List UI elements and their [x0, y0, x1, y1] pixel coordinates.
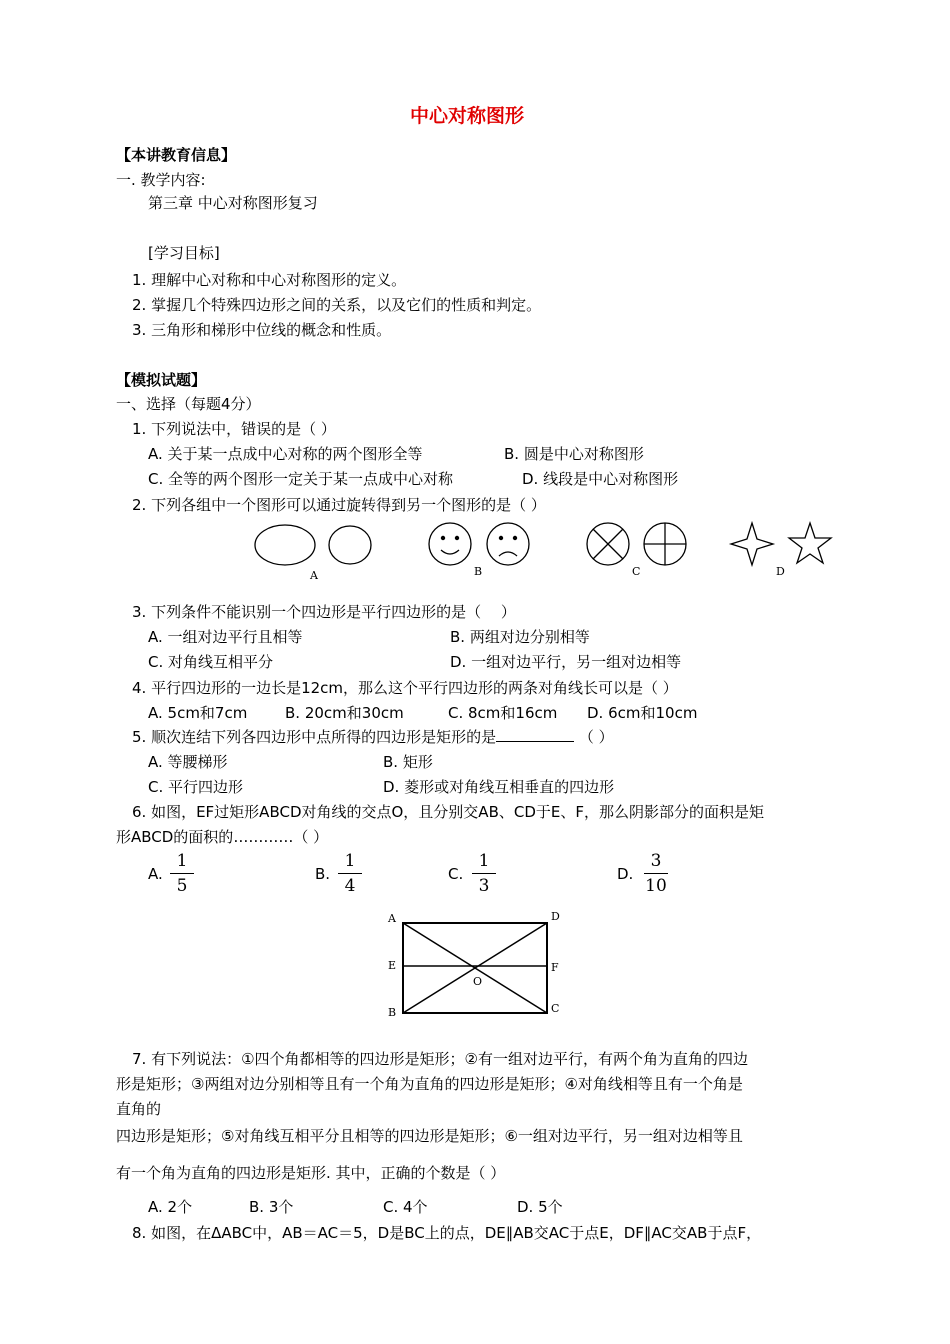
question-7-line2: 形是矩形；③两组对边分别相等且有一个角为直角的四边形是矩形；④对角线相等且有一个角是 [116, 1075, 743, 1093]
denominator: 10 [645, 876, 667, 896]
q3-option-a: A. 一组对边平行且相等 [148, 628, 303, 646]
question-7-line1: 7. 有下列说法：①四个角都相等的四边形是矩形；②有一组对边平行，有两个角为直角的四边 [132, 1050, 748, 1068]
question-7-line5: 有一个角为直角的四边形是矩形. 其中，正确的个数是（ ） [116, 1164, 506, 1182]
question-2-stem: 2. 下列各组中一个图形可以通过旋转得到另一个图形的是（ ） [132, 496, 546, 514]
content-label: 一. 教学内容: [116, 171, 206, 189]
question-8-line1: 8. 如图，在ΔABC中，AB＝AC＝5，D是BC上的点，DE∥AB交AC于点E，DF∥AC交AB于点F， [132, 1224, 762, 1242]
q7-option-b: B. 3个 [249, 1198, 294, 1216]
label-d: D [551, 910, 560, 923]
q7-option-d: D. 5个 [517, 1198, 563, 1216]
q2-figure-a [255, 525, 371, 582]
info-header: 【本讲教育信息】 [116, 146, 237, 164]
denominator: 4 [344, 876, 356, 896]
goal-item: 2. 掌握几个特殊四边形之间的关系，以及它们的性质和判定。 [132, 296, 542, 314]
q1-option-d: D. 线段是中心对称图形 [522, 470, 679, 488]
numerator: 1 [478, 851, 490, 871]
question-3-stem: 3. 下列条件不能识别一个四边形是平行四边形的是（ ） [132, 603, 516, 621]
label-a: A [388, 912, 396, 925]
numerator: 3 [650, 851, 662, 871]
ellipse-shape [255, 525, 315, 565]
q2-label-d: D [776, 565, 785, 578]
five-point-star-icon [789, 523, 831, 563]
question-7-line3: 直角的 [116, 1100, 162, 1118]
q6-option-b-fraction [330, 851, 370, 896]
question-6-line1: 6. 如图，EF过矩形ABCD对角线的交点O，且分别交AB、CD于E、F，那么阴影部分的面积是矩 [132, 803, 764, 821]
smiley-face-icon [429, 523, 471, 565]
q7-option-a: A. 2个 [148, 1198, 193, 1216]
section-title: 一、选择（每题4分） [116, 395, 261, 413]
chapter-line: 第三章 中心对称图形复习 [148, 194, 318, 212]
label-b: B [388, 1006, 397, 1019]
q5-option-c: C. 平行四边形 [148, 778, 244, 796]
denominator: 3 [478, 876, 490, 896]
page-title: 中心对称图形 [410, 105, 525, 127]
label-e: E [388, 959, 397, 972]
four-point-star-icon [731, 523, 773, 565]
q2-figure-b [429, 523, 529, 578]
q6-option-c-fraction [464, 851, 504, 896]
numerator: 1 [176, 851, 188, 871]
q3-option-c: C. 对角线互相平分 [148, 653, 274, 671]
label-f: F [551, 961, 559, 974]
q3-option-b: B. 两组对边分别相等 [450, 628, 590, 646]
question-1-stem: 1. 下列说法中，错误的是（ ） [132, 420, 336, 438]
circle-shape [329, 526, 371, 564]
label-c: C [551, 1002, 560, 1015]
question-5-stem [132, 727, 614, 747]
q4-option-d: D. 6cm和10cm [587, 704, 698, 722]
q2-label-a: A [310, 569, 318, 582]
q6-option-d-label: D. [617, 865, 634, 883]
q3-option-d: D. 一组对边平行，另一组对边相等 [450, 653, 682, 671]
q6-option-c-label: C. [448, 865, 464, 883]
q5-option-d: D. 菱形或对角线互相垂直的四边形 [383, 778, 615, 796]
q2-label-c: C [632, 565, 641, 578]
q5-stem-text: 5. 顺次连结下列各四边形中点所得的四边形是矩形的是 [132, 728, 497, 746]
q1-option-c: C. 全等的两个图形一定关于某一点成中心对称 [148, 470, 454, 488]
denominator: 5 [176, 876, 188, 896]
q6-option-a-label: A. [148, 865, 163, 883]
q2-figure-d [731, 523, 831, 578]
q5-option-a: A. 等腰梯形 [148, 753, 228, 771]
goal-item: 3. 三角形和梯形中位线的概念和性质。 [132, 321, 392, 339]
label-o: O [473, 975, 483, 988]
q5-stem-tail: （ ） [578, 728, 614, 746]
q4-option-a: A. 5cm和7cm [148, 704, 248, 722]
numerator: 1 [344, 851, 356, 871]
q4-option-b: B. 20cm和30cm [285, 704, 404, 722]
q7-option-c: C. 4个 [383, 1198, 428, 1216]
rectangle-diagram [380, 905, 580, 1025]
question-7-line4: 四边形是矩形；⑤对角线互相平分且相等的四边形是矩形；⑥一组对边平行，另一组对边相等且 [116, 1127, 743, 1145]
q2-figures [0, 515, 950, 595]
goal-item: 1. 理解中心对称和中心对称图形的定义。 [132, 271, 407, 289]
q2-figure-c [587, 523, 686, 578]
q1-option-b: B. 圆是中心对称图形 [504, 445, 644, 463]
q1-option-a: A. 关于某一点成中心对称的两个图形全等 [148, 445, 423, 463]
question-4-stem: 4. 平行四边形的一边长是12cm，那么这个平行四边形的两条对角线长可以是（ ） [132, 679, 678, 697]
answer-blank [496, 727, 574, 742]
question-6-line2: 形ABCD的面积的…………（ ） [116, 828, 329, 846]
q2-label-b: B [474, 565, 483, 578]
q6-option-a-fraction [162, 851, 202, 896]
goals-header: [学习目标] [148, 244, 220, 262]
mock-header: 【模拟试题】 [116, 371, 207, 389]
q4-option-c: C. 8cm和16cm [448, 704, 558, 722]
sad-face-icon [487, 523, 529, 565]
q6-option-d-fraction [636, 851, 676, 896]
q6-option-b-label: B. [315, 865, 331, 883]
q5-option-b: B. 矩形 [383, 753, 433, 771]
